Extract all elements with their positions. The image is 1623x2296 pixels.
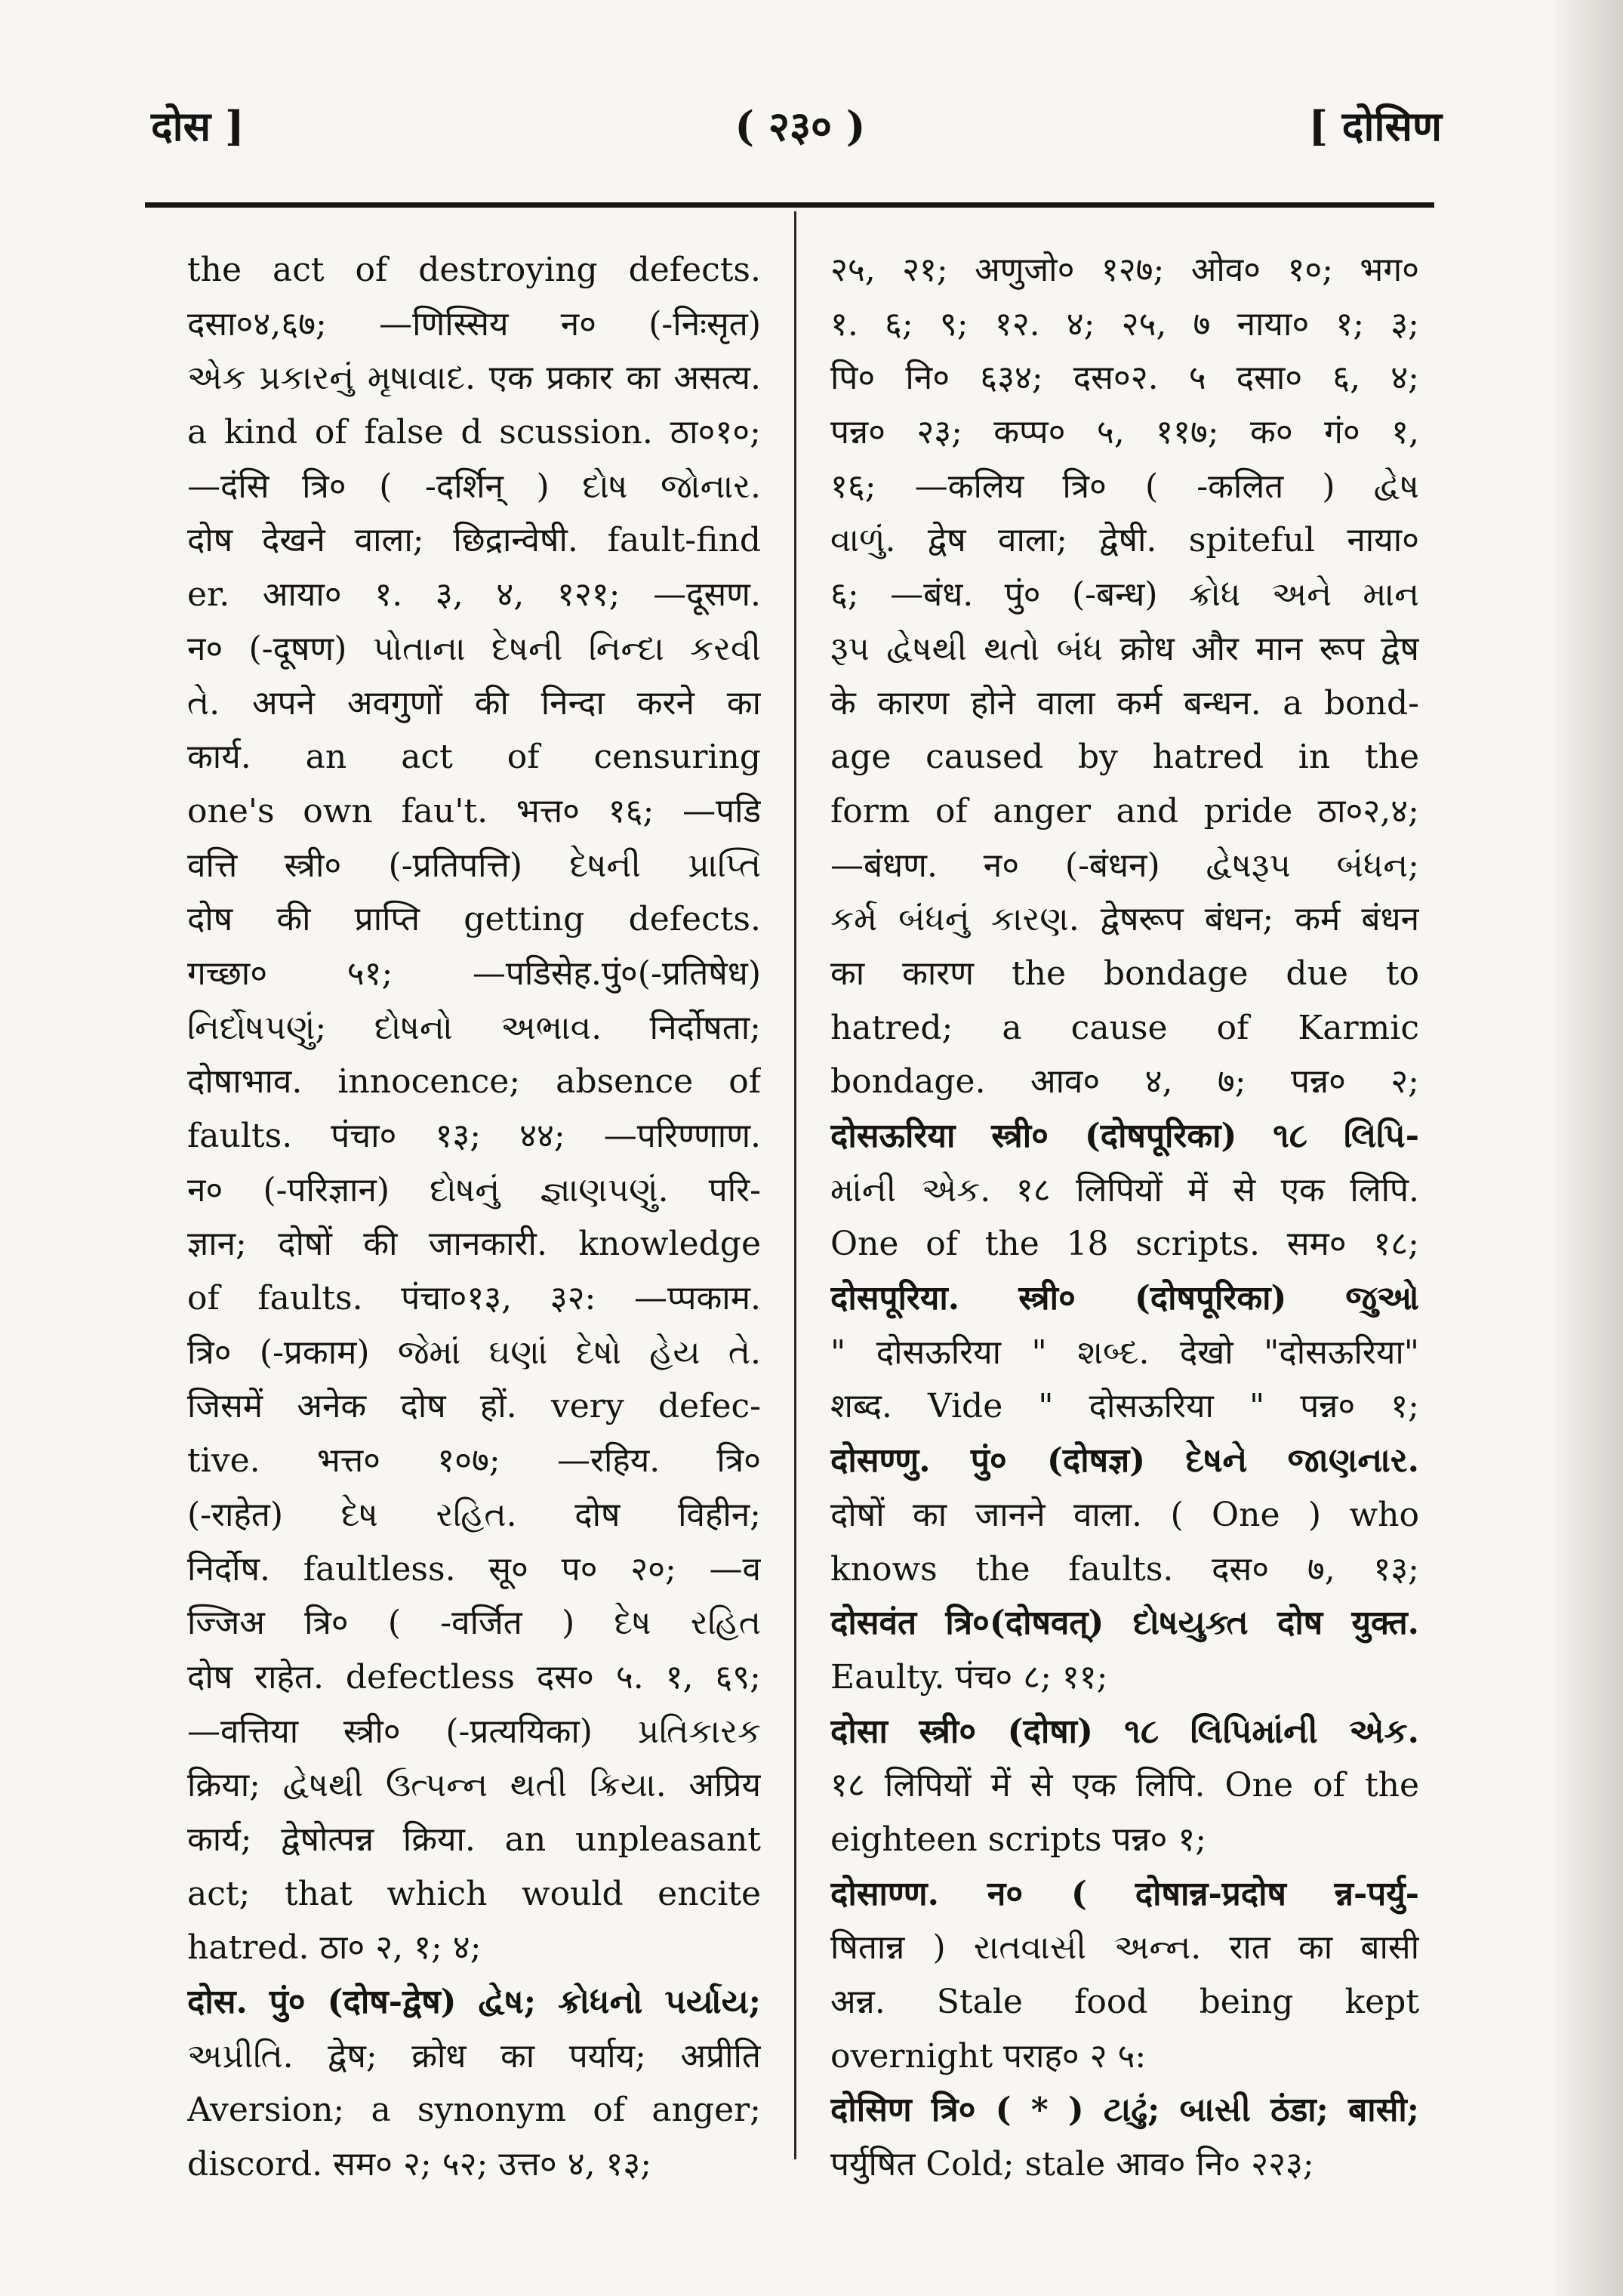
- left-column-line: —दंसि त्रि० ( -दर्शिन् ) દોષ જોનાર.: [187, 467, 761, 506]
- right-column-line: अन्न. Stale food being kept: [830, 1983, 1419, 2021]
- left-column-line: એક પ્રકારનું મૃષાવાદ. एक प्रकार का असत्य.: [187, 359, 761, 398]
- left-column-line: hatred. ठा० २, १; ४;: [187, 1928, 482, 1968]
- right-column-line: दोसिण त्रि० ( * ) ટાઢું; બાસી ठंडा; बासी;: [830, 2091, 1419, 2130]
- header-rule: [145, 202, 1434, 208]
- left-column-line: दोष देखने वाला; छिद्रान्वेषी. fault-find: [187, 521, 761, 560]
- left-column-line: act; that which would encite: [187, 1874, 761, 1913]
- column-divider: [794, 211, 796, 2159]
- right-column: [830, 243, 1419, 2192]
- right-column-line: માંની એક. १८ लिपियों में से एक लिपि.: [830, 1170, 1419, 1210]
- right-column-line: " दोसऊरिया " શબ્દ. देखो "दोसऊरिया": [830, 1333, 1419, 1372]
- left-column-line: दोष राहेत. defectless दस० ५. १, ६९;: [187, 1657, 761, 1697]
- left-column-line: one's own fau't. भत्त० १६; —पडि: [187, 791, 761, 831]
- left-column-line: Aversion; a synonym of anger;: [187, 2091, 761, 2130]
- right-column-line: १. ६; ९; १२. ४; २५, ७ नाया० १; ३;: [830, 304, 1419, 344]
- left-column-line: गच्छा० ५१; —पडिसेह.पुं०(-प्रतिषेध): [187, 954, 761, 993]
- left-column-line: discord. सम० २; ५२; उत्त० ४, १३;: [187, 2145, 652, 2184]
- right-column-line: २५, २१; अणुजो० १२७; ओव० १०; भग०: [830, 251, 1419, 289]
- running-head-left: दोस ]: [151, 102, 245, 150]
- left-column-line: નિર્દોષપણું; દોષનો અભાવ. निर्दोषता;: [187, 1008, 761, 1047]
- left-column-line: कार्य. an act of censuring: [187, 738, 761, 777]
- left-column-line: जिसमें अनेक दोष हों. very defec-: [187, 1387, 761, 1426]
- right-column-line: knows the faults. दस० ७, १३;: [830, 1549, 1419, 1589]
- left-column-line: दोस. पुं० (दोष-द्वेष) દ્વેષ; ક્રોધનો પર્યાય;: [187, 1983, 761, 2021]
- left-column-line: क्रिया; દ્વેષથી ઉત્પન્ન થતી ક્રિયા. अप्रिय: [187, 1766, 761, 1805]
- page-edge-shading: [1555, 0, 1623, 2296]
- left-column-line: er. आया० १. ३, ४, १२१; —दूसण.: [187, 575, 761, 615]
- left-column-line: ज्ञान; दोषों की जानकारी. knowledge: [187, 1225, 761, 1264]
- right-column-line: पर्युषित Cold; stale आव० नि० २२३;: [830, 2145, 1314, 2184]
- right-column-line: दोसवंत त्रि०(दोषवत्) દોષયુક્ત दोष युक्त.: [830, 1604, 1419, 1643]
- right-column-line: bondage. आव० ४, ७; पन्न० २;: [830, 1062, 1419, 1102]
- left-column-line: ज्जिअ त्रि० ( -वर्जित ) દેષ રહિત: [187, 1604, 761, 1643]
- left-column-line: त्रि० (-प्रकाम) જેમાં ઘણાં દેષો હેય તે.: [187, 1333, 761, 1372]
- running-head-right: [ दोसिण: [1308, 102, 1442, 150]
- left-column-line: दोष की प्राप्ति getting defects.: [187, 900, 761, 939]
- left-column-line: —वत्तिया स्त्री० (-प्रत्ययिका) પ્રતિકારક: [187, 1712, 761, 1751]
- right-column-line: दोसा स्त्री० (दोषा) ૧૮ લિપિમાંની એક.: [830, 1712, 1419, 1751]
- right-column-line: १६; —कलिय त्रि० ( -कलित ) દ્વેષ: [830, 467, 1419, 506]
- left-column-line: वत्ति स्त्री० (-प्रतिपत्ति) દેષની પ્રાપ્તિ: [187, 846, 761, 885]
- left-column-line: faults. पंचा० १३; ४४; —परिण्णाण.: [187, 1117, 761, 1155]
- right-column-line: शब्द. Vide " दोसऊरिया " पन्न० १;: [830, 1387, 1419, 1426]
- right-column-line: दोसण्णु. पुं० (दोषज्ञ) દેષને જાણનાર.: [830, 1441, 1419, 1481]
- right-column-line: overnight पराह० २ ५:: [830, 2036, 1147, 2076]
- right-column-line: ६; —बंध. पुं० (-बन्ध) ક્રોધ અને માન: [830, 575, 1419, 615]
- right-column-line: १८ लिपियों में से एक लिपि. One of the: [830, 1766, 1419, 1805]
- left-column-line: the act of destroying defects.: [187, 251, 761, 289]
- left-column-line: તે. अपने अवगुणों की निन्दा करने का: [187, 683, 761, 723]
- left-column-line: of faults. पंचा०१३, ३२: —प्पकाम.: [187, 1279, 761, 1318]
- right-column-line: दोषों का जानने वाला. ( One ) who: [830, 1495, 1419, 1534]
- right-column-line: दोसाण्ण. न० ( दोषान्न-प्रदोष न्न-पर्यु-: [830, 1874, 1419, 1913]
- left-column-line: અપ્રીતિ. द्वेष; क्रोध का पर्याय; अप्रीति: [187, 2036, 761, 2076]
- left-column-line: tive. भत्त० १०७; —रहिय. त्रि०: [187, 1441, 761, 1481]
- left-column-line: दोषाभाव. innocence; absence of: [187, 1062, 761, 1102]
- right-column-line: पन्न० २३; कप्प० ५, ११७; क० गं० १,: [830, 413, 1419, 452]
- right-column-line: One of the 18 scripts. सम० १८;: [830, 1225, 1419, 1264]
- right-column-line: eighteen scripts पन्न० १;: [830, 1820, 1207, 1859]
- right-column-line: hatred; a cause of Karmic: [830, 1008, 1419, 1047]
- right-column-line: षितान्न ) રાતવાસી અન્ન. रात का बासी: [830, 1928, 1419, 1968]
- left-column-line: (-राहेत) દેષ રહિત. दोष विहीन;: [187, 1495, 761, 1534]
- left-column-line: न० (-परिज्ञान) દોષનું જ્ઞાણપણું. परि-: [187, 1170, 761, 1210]
- left-column-line: a kind of false d scussion. ठा०१०;: [187, 413, 761, 452]
- left-column: [187, 243, 761, 2192]
- right-column-line: વાળું. द्वेष वाला; द्वेषी. spiteful नाया०: [830, 521, 1419, 560]
- right-column-line: રૂપ દ્વેષથી થતો બંધ क्रोध और मान रूप द्वेष: [830, 629, 1419, 668]
- page-number: ( २३० ): [735, 102, 866, 150]
- left-column-line: निर्दोष. faultless. सू० प० २०; —व: [187, 1549, 761, 1589]
- right-column-line: पि० नि० ६३४; दस०२. ५ दसा० ६, ४;: [830, 359, 1419, 398]
- left-column-line: कार्य; द्वेषोत्पन्न क्रिया. an unpleasant: [187, 1820, 761, 1859]
- right-column-line: के कारण होने वाला कर्म बन्धन. a bond-: [830, 683, 1419, 723]
- left-column-line: न० (-दूषण) પોતાના દેષની નિન્દા કરવી: [187, 629, 761, 668]
- right-column-line: का कारण the bondage due to: [830, 954, 1419, 993]
- right-column-line: दोसऊरिया स्त्री० (दोषपूरिका) ૧૮ લિપિ-: [830, 1117, 1419, 1155]
- right-column-line: form of anger and pride ठा०२,४;: [830, 791, 1419, 831]
- right-column-line: दोसपूरिया. स्त्री० (दोषपूरिका) જુઓ: [830, 1279, 1419, 1318]
- right-column-line: કર્મ બંધનું કારણ. द्वेषरूप बंधन; कर्म बंधन: [830, 900, 1419, 939]
- left-column-line: दसा०४,६७; —णिस्सिय न० (-निःसृत): [187, 304, 761, 344]
- right-column-line: age caused by hatred in the: [830, 738, 1419, 777]
- right-column-line: —बंधण. न० (-बंधन) દ્વેષરૂપ બંધન;: [830, 846, 1419, 885]
- right-column-line: Eaulty. पंच० ८; ११;: [830, 1657, 1108, 1697]
